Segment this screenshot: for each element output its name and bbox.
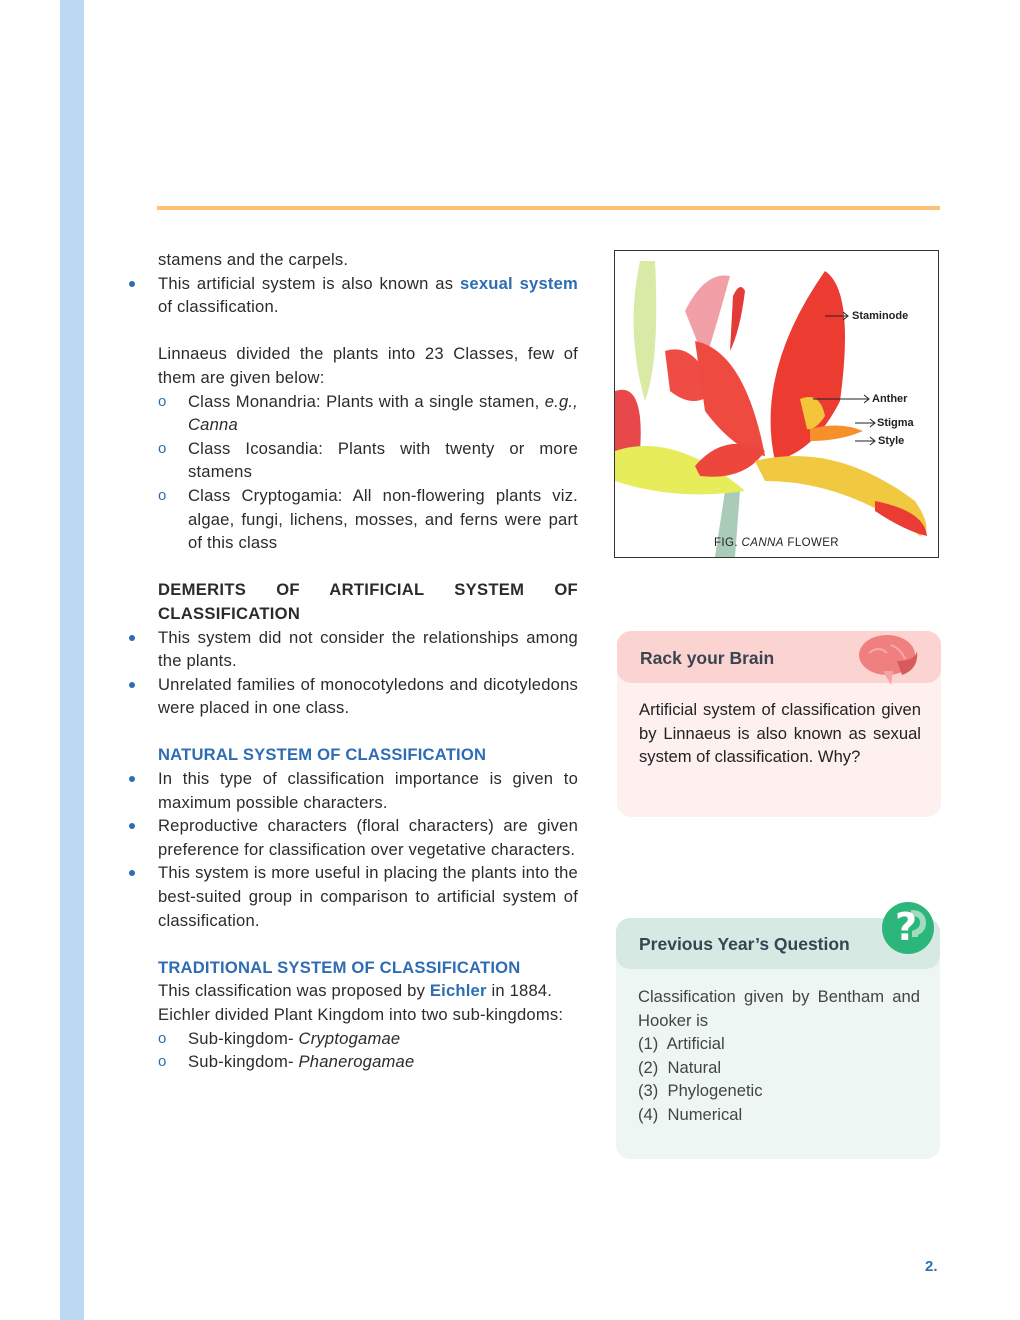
text: in 1884. xyxy=(486,981,553,1001)
pyq-option[interactable] xyxy=(638,1032,920,1056)
canna-flower-figure xyxy=(614,250,939,558)
pyq-option[interactable] xyxy=(638,1079,920,1103)
text: Class Monandria: Plants with a single stamen, xyxy=(188,391,545,411)
natural-item: This system is more useful in placing the plants into the best-suited group in comparison to artificial system of classification. xyxy=(158,861,578,932)
rack-header xyxy=(617,631,941,683)
circle-bullet-icon: o xyxy=(158,1029,167,1047)
subkingdom-item xyxy=(158,1050,578,1074)
traditional-paragraph xyxy=(158,979,578,1003)
subkingdom-name: Phanerogamae xyxy=(298,1052,415,1072)
natural-item: Reproductive characters (floral characters) are given preference for classification over vegetative characters. xyxy=(158,814,578,861)
natural-heading: NATURAL SYSTEM OF CLASSIFICATION xyxy=(158,745,487,765)
option-text: Phylogenetic xyxy=(667,1081,763,1101)
natural-item: In this type of classification importance is given to maximum possible characters. xyxy=(158,767,578,814)
option-number: (4) xyxy=(638,1104,659,1124)
text: Sub-kingdom- xyxy=(188,1028,299,1048)
label-anther: Anther xyxy=(872,393,908,405)
circle-bullet-icon: o xyxy=(158,486,167,504)
main-text-column xyxy=(158,248,578,1074)
text: FLOWER xyxy=(783,537,840,549)
text: FIG. xyxy=(713,537,742,549)
circle-bullet-icon: o xyxy=(158,1053,167,1071)
pyq-title: Previous Year’s Question xyxy=(639,934,850,954)
text: Class Icosandia: Plants with twenty or more stamens xyxy=(188,438,578,482)
label-style: Style xyxy=(878,435,905,447)
class-item xyxy=(158,437,578,484)
text: of classification. xyxy=(158,297,279,317)
previous-year-question-box xyxy=(616,905,940,1159)
eichler-paragraph: Eichler divided Plant Kingdom into two sub-kingdoms: xyxy=(158,1005,564,1024)
option-number: (3) xyxy=(638,1081,659,1101)
label-stigma: Stigma xyxy=(877,417,914,429)
highlight-term: sexual system xyxy=(459,273,578,293)
text: This artificial system is also known as xyxy=(158,273,460,293)
page-sidebar-strip xyxy=(60,0,84,1320)
demerit-item: This system did not consider the relationships among the plants. xyxy=(158,626,578,673)
intro-line: stamens and the carpels. xyxy=(158,250,349,269)
circle-bullet-icon: o xyxy=(158,392,167,410)
rack-title: Rack your Brain xyxy=(640,648,775,668)
text: This classification was proposed by xyxy=(158,981,430,1001)
option-text: Artificial xyxy=(666,1034,725,1054)
class-item xyxy=(158,390,578,437)
text: Class Cryptogamia: All non-flowering plants viz. algae, fungi, lichens, mosses, and ferns were part of this class xyxy=(188,485,578,553)
option-number: (2) xyxy=(638,1057,659,1077)
pyq-option[interactable] xyxy=(638,1056,920,1080)
page-number: 2. xyxy=(925,1258,938,1275)
linnaeus-paragraph: Linnaeus divided the plants into 23 Classes, few of them are given below: xyxy=(158,344,578,387)
bullet-sexual-system xyxy=(158,272,578,319)
label-staminode: Staminode xyxy=(852,310,909,322)
option-text: Natural xyxy=(667,1057,722,1077)
rack-your-brain-box xyxy=(617,631,941,817)
highlight-term: Eichler xyxy=(429,981,487,1001)
example: e.g., Canna xyxy=(188,391,578,435)
subkingdom-name: Cryptogamae xyxy=(298,1028,401,1048)
demerit-item: Unrelated families of monocotyledons and dicotyledons were placed in one class. xyxy=(158,673,578,720)
circle-bullet-icon: o xyxy=(158,439,167,457)
question-icon xyxy=(881,901,937,957)
class-item xyxy=(158,484,578,555)
text: Sub-kingdom- xyxy=(188,1052,299,1072)
pyq-option[interactable] xyxy=(638,1103,920,1127)
header-rule xyxy=(157,206,940,210)
svg-text:?: ? xyxy=(894,905,918,949)
option-number: (1) xyxy=(638,1034,659,1054)
pyq-question: Classification given by Bentham and Hooker is xyxy=(638,987,920,1030)
text: CANNA xyxy=(741,537,784,549)
subkingdom-item xyxy=(158,1027,578,1051)
demerits-heading: DEMERITS OF ARTIFICIAL SYSTEM OF CLASSIFICATION xyxy=(158,580,578,623)
brain-icon xyxy=(857,631,921,685)
rack-question: Artificial system of classification given by Linnaeus is also known as sexual system of classification. Why? xyxy=(639,700,921,767)
traditional-heading: TRADITIONAL SYSTEM OF CLASSIFICATION xyxy=(158,957,521,977)
option-text: Numerical xyxy=(667,1104,743,1124)
figure-caption xyxy=(615,537,938,549)
pyq-header xyxy=(616,905,940,969)
pyq-body xyxy=(638,985,920,1127)
